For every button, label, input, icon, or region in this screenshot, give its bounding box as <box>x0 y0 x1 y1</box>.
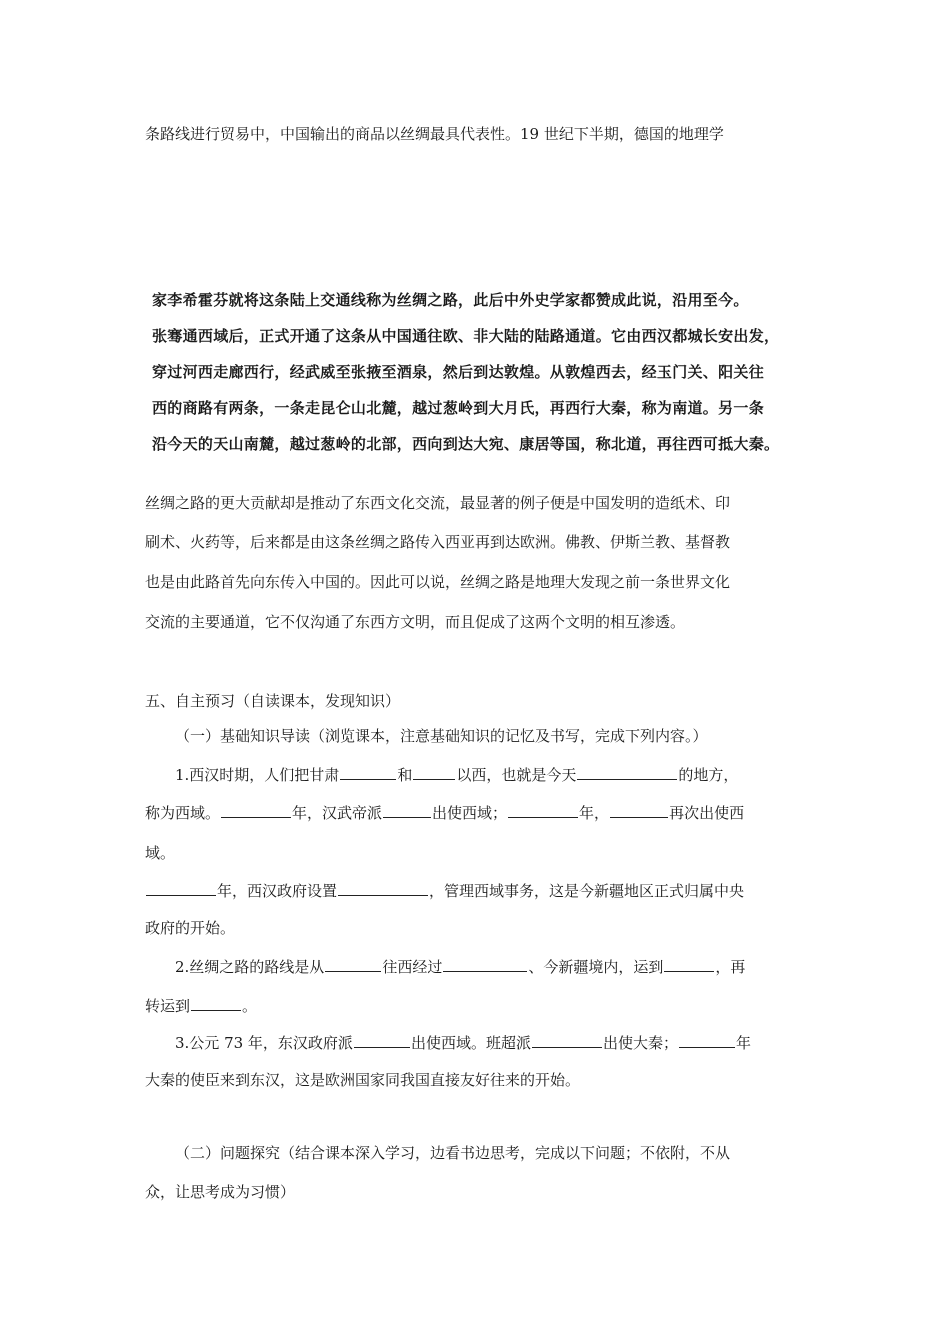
q1-text: 出使西域； <box>432 804 508 822</box>
answer-blank[interactable] <box>443 955 527 972</box>
q1-text: 以西，也就是今天 <box>456 766 577 784</box>
question-1-line-4 <box>145 879 744 901</box>
answer-blank[interactable] <box>221 801 291 818</box>
q2-text: 、今新疆境内，运到 <box>528 958 664 976</box>
q1-text: 1.西汉时期，人们把甘肃 <box>175 766 340 784</box>
answer-blank[interactable] <box>413 763 455 780</box>
subsection-heading-2-cont: 众，让思考成为习惯） <box>145 1183 296 1201</box>
answer-blank[interactable] <box>679 1031 735 1048</box>
answer-blank[interactable] <box>383 801 431 818</box>
question-2-line-2 <box>145 994 257 1016</box>
q3-text: 年 <box>735 1034 751 1052</box>
answer-blank[interactable] <box>577 763 677 780</box>
answer-blank[interactable] <box>191 994 241 1011</box>
excerpt-line: 张骞通西域后，正式开通了这条从中国通往欧、非大陆的陆路通道。它由西汉都城长安出发， <box>152 327 780 345</box>
excerpt-line: 西的商路有两条，一条走昆仑山北麓，越过葱岭到大月氏，再西行大秦，称为南道。另一条 <box>152 399 765 417</box>
question-3-line-1 <box>175 1031 751 1053</box>
answer-blank[interactable] <box>664 955 714 972</box>
body-text-line: 条路线进行贸易中，中国输出的商品以丝绸最具代表性。19 世纪下半期，德国的地理学 <box>145 125 724 143</box>
q1-text: 年，汉武帝派 <box>292 804 383 822</box>
q1-text: 称为西域。 <box>145 804 221 822</box>
answer-blank[interactable] <box>338 879 428 896</box>
subsection-heading: （一）基础知识导读（浏览课本，注意基础知识的记忆及书写，完成下列内容。） <box>175 727 708 745</box>
question-1-line-1 <box>175 763 738 785</box>
q1-text: 的地方， <box>678 766 739 784</box>
excerpt-line: 家李希霍芬就将这条陆上交通线称为丝绸之路，此后中外史学家都赞成此说，沿用至今。 <box>152 291 749 309</box>
body-text-line: 交流的主要通道，它不仅沟通了东西方文明，而且促成了这两个文明的相互渗透。 <box>145 613 686 631</box>
q1-text: 和 <box>397 766 413 784</box>
answer-blank[interactable] <box>354 1031 410 1048</box>
q2-text: 转运到 <box>145 997 191 1015</box>
question-1-line-5: 政府的开始。 <box>145 919 236 937</box>
q3-text: 3.公元 73 年，东汉政府派 <box>175 1034 353 1052</box>
q1-text: 年，西汉政府设置 <box>217 882 338 900</box>
q2-text: ，再 <box>715 958 746 976</box>
answer-blank[interactable] <box>325 955 381 972</box>
answer-blank[interactable] <box>532 1031 602 1048</box>
question-1-line-2 <box>145 801 744 823</box>
excerpt-line: 沿今天的天山南麓，越过葱岭的北部，西向到达大宛、康居等国，称北道，再往西可抵大秦。 <box>152 435 780 453</box>
q1-text: 年， <box>579 804 610 822</box>
answer-blank[interactable] <box>146 879 216 896</box>
body-text-line: 丝绸之路的更大贡献却是推动了东西文化交流，最显著的例子便是中国发明的造纸术、印 <box>145 494 731 512</box>
q2-text: 往西经过 <box>382 958 443 976</box>
subsection-heading-2: （二）问题探究（结合课本深入学习，边看书边思考，完成以下问题；不依附，不从 <box>175 1144 731 1162</box>
answer-blank[interactable] <box>508 801 578 818</box>
body-text-line: 刷术、火药等，后来都是由这条丝绸之路传入西亚再到达欧洲。佛教、伊斯兰教、基督教 <box>145 533 731 551</box>
question-1-line-3: 域。 <box>145 844 176 862</box>
q3-text: 出使大秦； <box>602 1034 678 1052</box>
question-2-line-1 <box>175 955 745 977</box>
answer-blank[interactable] <box>610 801 668 818</box>
question-3-line-2: 大秦的使臣来到东汉，这是欧洲国家同我国直接友好往来的开始。 <box>145 1071 581 1089</box>
q1-text: 再次出使西 <box>669 804 745 822</box>
q2-text: 2.丝绸之路的路线是从 <box>175 958 325 976</box>
answer-blank[interactable] <box>340 763 396 780</box>
q1-text: ，管理西域事务，这是今新疆地区正式归属中央 <box>429 882 745 900</box>
q2-text: 。 <box>242 997 258 1015</box>
section-heading: 五、自主预习（自读课本，发现知识） <box>145 692 401 710</box>
q3-text: 出使西域。班超派 <box>410 1034 531 1052</box>
body-text-line: 也是由此路首先向东传入中国的。因此可以说，丝绸之路是地理大发现之前一条世界文化 <box>145 573 731 591</box>
excerpt-line: 穿过河西走廊西行，经武威至张掖至酒泉，然后到达敦煌。从敦煌西去，经玉门关、阳关往 <box>152 363 765 381</box>
